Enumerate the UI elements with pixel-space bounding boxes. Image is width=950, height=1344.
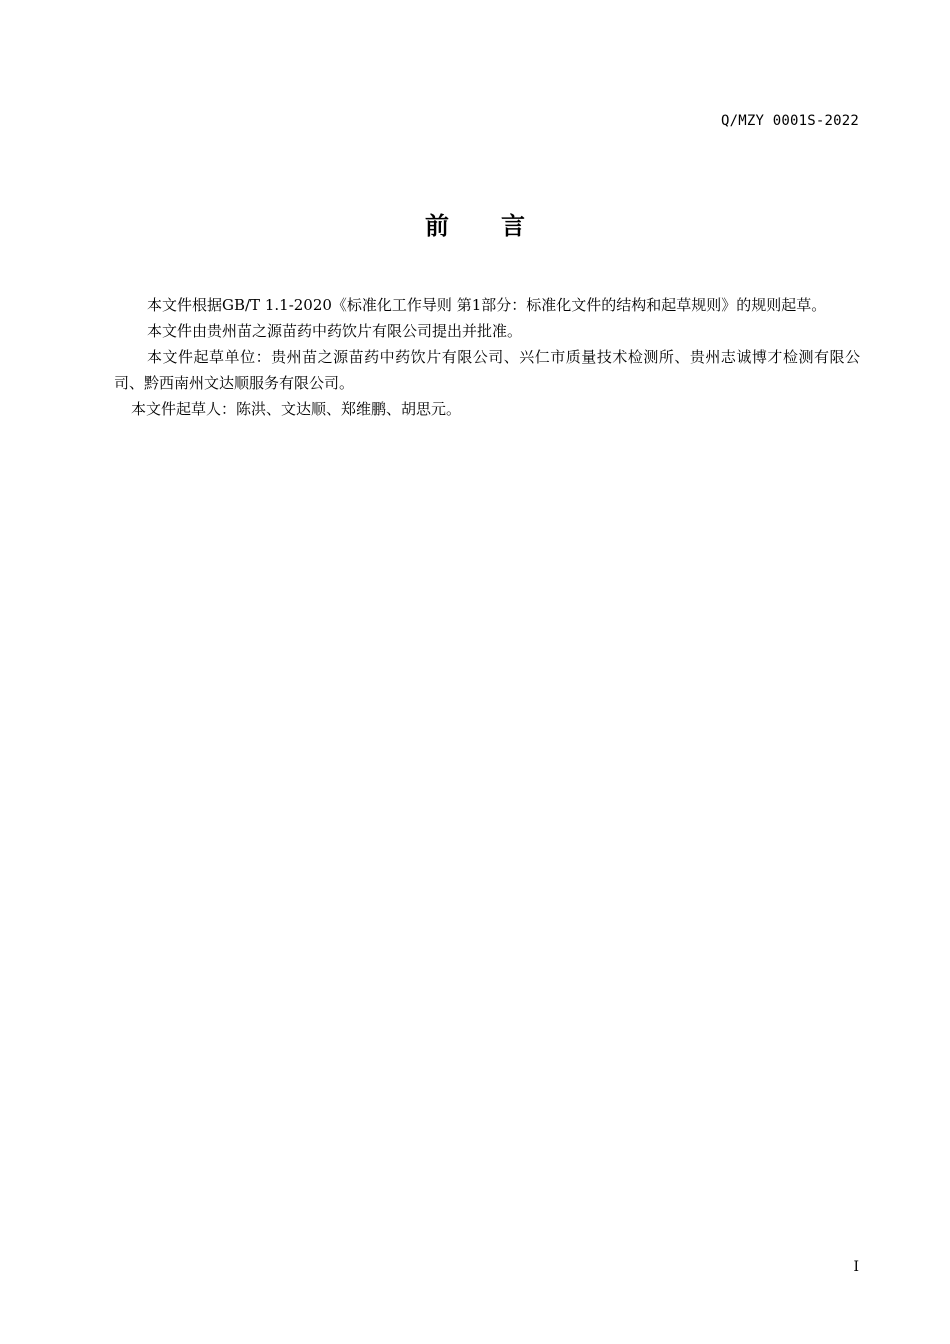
page-number: I	[853, 1259, 859, 1275]
title-char-1: 前	[425, 212, 449, 240]
paragraph-proposer: 本文件由贵州苗之源苗药中药饮片有限公司提出并批准。	[147, 322, 523, 340]
paragraph-drafting-units: 本文件起草单位：贵州苗之源苗药中药饮片有限公司、兴仁市质量技术检测所、贵州志诚博才检测有限公司、黔西南州文达顺服务有限公司。	[114, 348, 860, 392]
paragraph-drafters: 本文件起草人：陈洪、文达顺、郑维鹏、胡思元。	[131, 400, 462, 418]
document-code: Q/MZY 0001S-2022	[720, 113, 859, 129]
paragraph-standard-basis: 本文件根据GB/T 1.1-2020《标准化工作导则 第1部分：标准化文件的结构和起草规则》的规则起草。	[147, 296, 827, 314]
title-char-2: 言	[501, 212, 525, 240]
page-title	[0, 206, 950, 241]
foreword-body	[114, 292, 860, 422]
